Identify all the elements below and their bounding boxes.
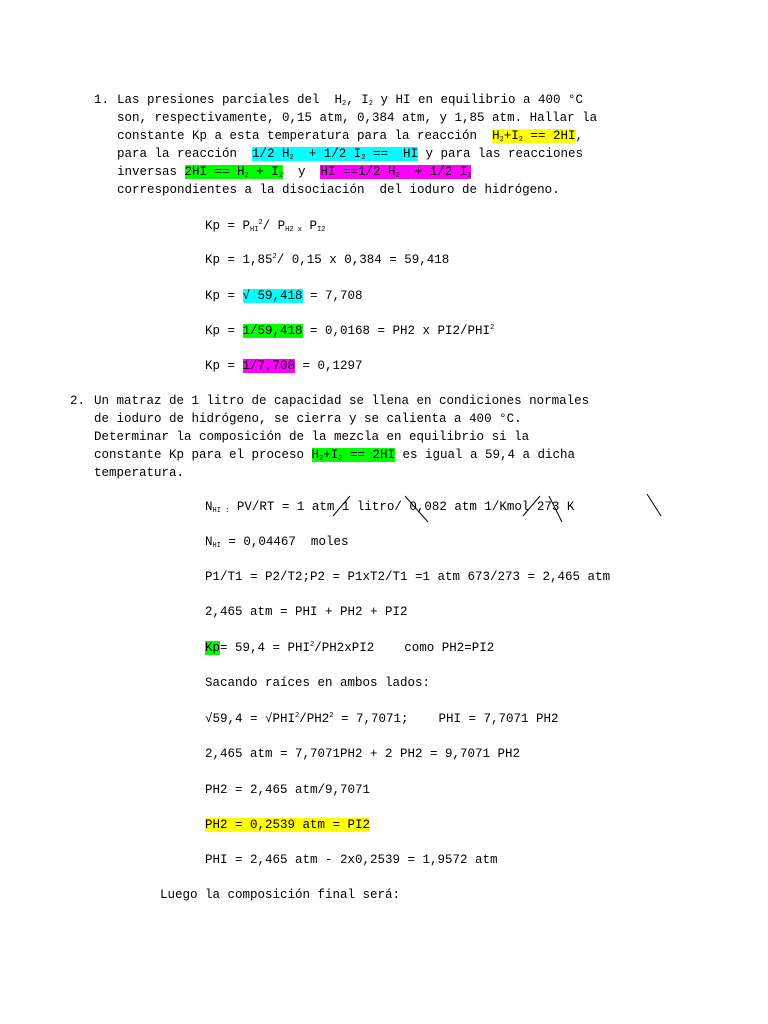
p2-step-8: 2,465 atm = 7,7071PH2 + 2 PH2 = 9,7071 PH2: [205, 747, 521, 761]
p1-equation-4: Kp = 1/59,418 = 0,0168 = PH2 x PI2/PHI$^2$: [205, 324, 495, 338]
p2-step-7: $√59,4 = √PHI^2/PH2^2 = 7,7071$; PHI = 7,7071 PH2: [205, 712, 559, 726]
cancel-strokes: [0, 488, 768, 528]
list-number-2: 2.: [70, 394, 86, 408]
p2-step-4: 2,465 atm = PHI + PH2 + PI2: [205, 605, 408, 619]
p2-line-3: Determinar la composición de la mezcla en equilibrio si la: [94, 430, 530, 444]
p1-line-1: Las presiones parciales del $H_2$, $I_2$ y HI en equilibrio a 400 °C: [117, 93, 584, 108]
p2-step-2: $N_{HI} = 0,04467$ moles: [205, 535, 349, 550]
highlight-reaction-2: 1/2 $H_2 + 1/2$ $I_2$ == HI: [252, 147, 418, 162]
p2-step-10: [205, 816, 370, 834]
p2-line-4: constante Kp para el proceso $H_2+I_2 == 2HI$ es igual a 59,4 a dicha: [94, 448, 576, 463]
p1-equation-3: Kp = √ 59,418 = 7,708: [205, 289, 363, 303]
cancel-stroke-litro: [405, 496, 428, 522]
cancel-stroke-l: [549, 496, 562, 522]
p2-line-5: temperatura.: [94, 466, 185, 480]
p2-step-5: $Kp= 59,4 = PHI^2/PH2xPI2$ como PH2=PI2: [205, 641, 495, 655]
p2-line-2: de ioduro de hidrógeno, se cierra y se calienta a 400 °C.: [94, 412, 522, 426]
p1-equation-1: $Kp = P_{HI}^2/$ $P_{H2 x}$ $P_{I2}$: [205, 219, 326, 234]
p1-line-6: correspondientes a la disociación del ioduro de hidrógeno.: [117, 183, 560, 197]
p2-line-1: Un matraz de 1 litro de capacidad se llena en condiciones normales: [94, 394, 590, 408]
p1-equation-2: $Kp = 1,85^2/$ 0,15 x 0,384 = 59,418: [205, 253, 450, 267]
highlight-reaction-p2: $H_2+I_2 == 2HI$: [311, 448, 395, 463]
p2-step-1: $N_{HI :}$ PV/RT = 1 atm 1 litro/ 0,082 atm 1/Kmol 273 K: [205, 500, 575, 515]
highlight-reaction-1: $H_2+I_2 == 2HI$: [492, 129, 576, 144]
p2-conclusion: Luego la composición final será:: [160, 888, 401, 902]
p2-step-6: Sacando raíces en ambos lados:: [205, 676, 431, 690]
cancel-stroke-atm: [333, 496, 350, 516]
cancel-stroke-atm-2: [523, 496, 540, 516]
p1-line-3: constante Kp a esta temperatura para la reacción $H_2+I_2 == 2HI$,: [117, 129, 584, 144]
p1-line-2: son, respectivamente, 0,15 atm, 0,384 atm, y 1,85 atm. Hallar la: [117, 111, 598, 125]
highlight-inverse: 1/59,418: [242, 324, 303, 338]
p1-equation-5: Kp = 1/7,708 = 0,1297: [205, 359, 363, 373]
p2-step-11: PHI = 2,465 atm - 2x0,2539 = 1,9572 atm: [205, 853, 498, 867]
p1-line-5: inversas $2HI == H_2 + I_2$ y HI ==1/2 $H_2 + 1/2$ $I_2$: [117, 165, 472, 180]
highlight-reaction-3: $2HI == H_2 + I_2$: [184, 165, 283, 180]
list-number-1: 1.: [94, 93, 110, 107]
highlight-sqrt: √ 59,418: [242, 289, 303, 303]
highlight-kp: Kp: [205, 641, 221, 655]
p2-step-3: P1/T1 = P2/T2;P2 = P1xT2/T1 =1 atm 673/273 = 2,465 atm: [205, 570, 611, 584]
cancel-stroke-k: [647, 494, 661, 516]
highlight-result: PH2 = 0,2539 atm = PI2: [205, 818, 371, 832]
highlight-inverse-sqrt: 1/7,708: [242, 359, 296, 373]
highlight-reaction-4: HI ==1/2 $H_2 + 1/2$ $I_2$: [320, 165, 472, 180]
p1-line-4: para la reacción 1/2 $H_2 + 1/2$ $I_2$ == HI y para las reacciones: [117, 147, 584, 162]
p2-step-9: PH2 = 2,465 atm/9,7071: [205, 783, 371, 797]
